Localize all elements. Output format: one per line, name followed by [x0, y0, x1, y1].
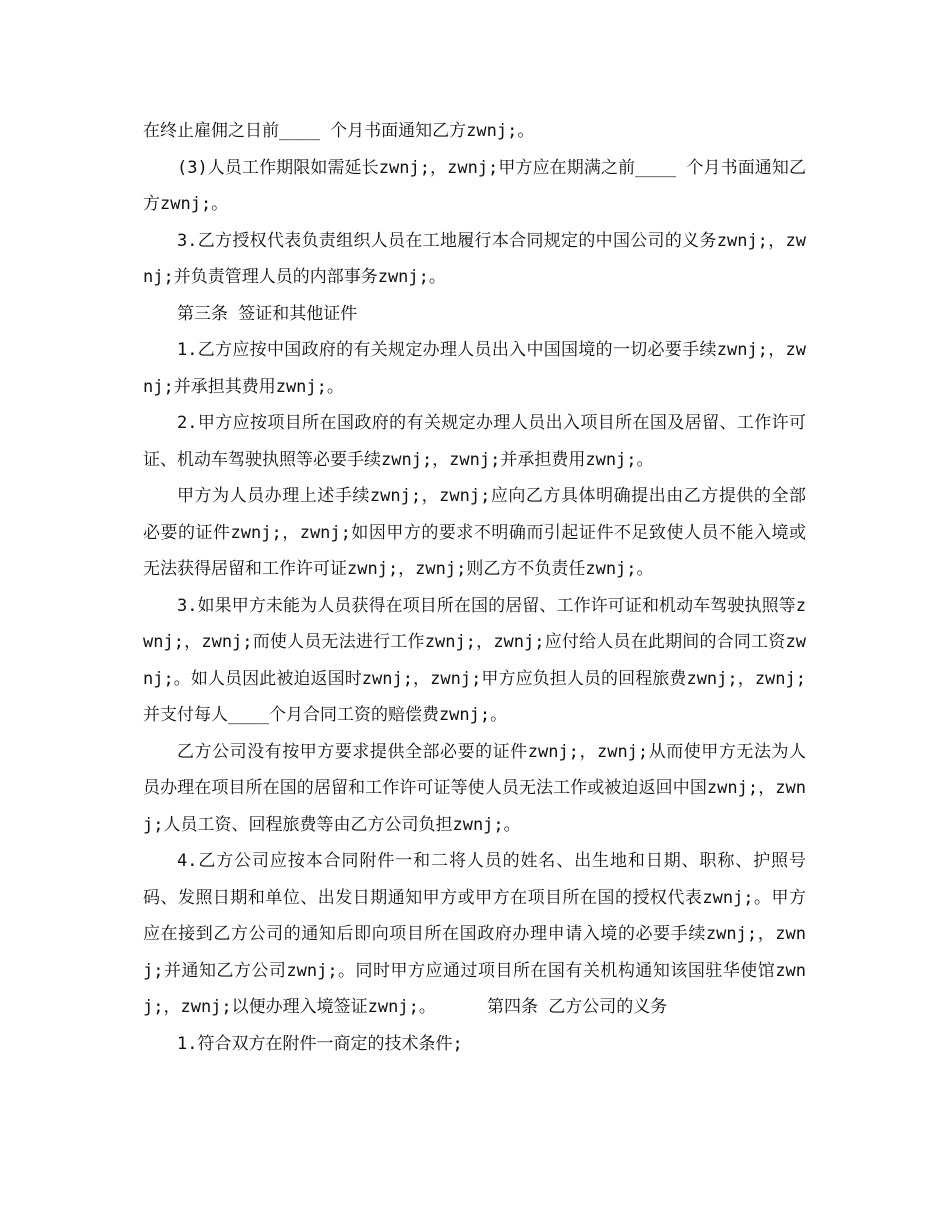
paragraph-3: 3.乙方授权代表负责组织人员在工地履行本合同规定的中国公司的义务zwnj;，zwnj;并负责管理人员的内部事务zwnj;。 [143, 230, 806, 287]
document-page [143, 113, 806, 1062]
paragraph-5: 1.乙方应按中国政府的有关规定办理人员出入中国国境的一切必要手续zwnj;，zwnj;并承担其费用zwnj;。 [143, 340, 806, 397]
paragraph-1: 在终止雇佣之日前____ 个月书面通知乙方zwnj;。 [143, 121, 535, 141]
paragraph-6: 2.甲方应按项目所在国政府的有关规定办理人员出入项目所在国及居留、工作许可证、机动车驾驶执照等必要手续zwnj;，zwnj;并承担费用zwnj;。 [143, 413, 806, 470]
section-heading-article-3: 第三条 签证和其他证件 [177, 303, 358, 324]
paragraph-7: 甲方为人员办理上述手续zwnj;，zwnj;应向乙方具体明确提出由乙方提供的全部必要的证件zwnj;，zwnj;如因甲方的要求不明确而引起证件不足致使人员不能入境或无法获得居留和工作许可证zwnj;，zwnj;则乙方不负责任zwnj;。 [143, 486, 806, 579]
paragraph-8: 3.如果甲方未能为人员获得在项目所在国的居留、工作许可证和机动车驾驶执照等zwnj;，zwnj;而使人员无法进行工作zwnj;，zwnj;应付给人员在此期间的合同工资zwnj;。如人员因此被迫返国时zwnj;，zwnj;甲方应负担人员的回程旅费zwnj;，zwnj;并支付每人____个月合同工资的赔偿费zwnj;。 [143, 595, 806, 725]
paragraph-11: 1.符合双方在附件一商定的技术条件; [177, 1033, 463, 1054]
paragraph-10: 4.乙方公司应按本合同附件一和二将人员的姓名、出生地和日期、职称、护照号码、发照日期和单位、出发日期通知甲方或甲方在项目所在国的授权代表zwnj;。甲方应在接到乙方公司的通知后即向项目所在国政府办理申请入境的必要手续zwnj;，zwnj;并通知乙方公司zwnj;。同时甲方应通过项目所在国有关机构通知该国驻华使馆zwnj;，zwnj;以便办理入境签证zwnj;。 第四条 乙方公司的义务 [143, 851, 806, 1017]
paragraph-9: 乙方公司没有按甲方要求提供全部必要的证件zwnj;，zwnj;从而使甲方无法为人员办理在项目所在国的居留和工作许可证等使人员无法工作或被迫返回中国zwnj;，zwnj;人员工资、回程旅费等由乙方公司负担zwnj;。 [143, 741, 806, 835]
paragraph-2: (3)人员工作期限如需延长zwnj;，zwnj;甲方应在期满之前____ 个月书面通知乙方zwnj;。 [143, 157, 806, 214]
